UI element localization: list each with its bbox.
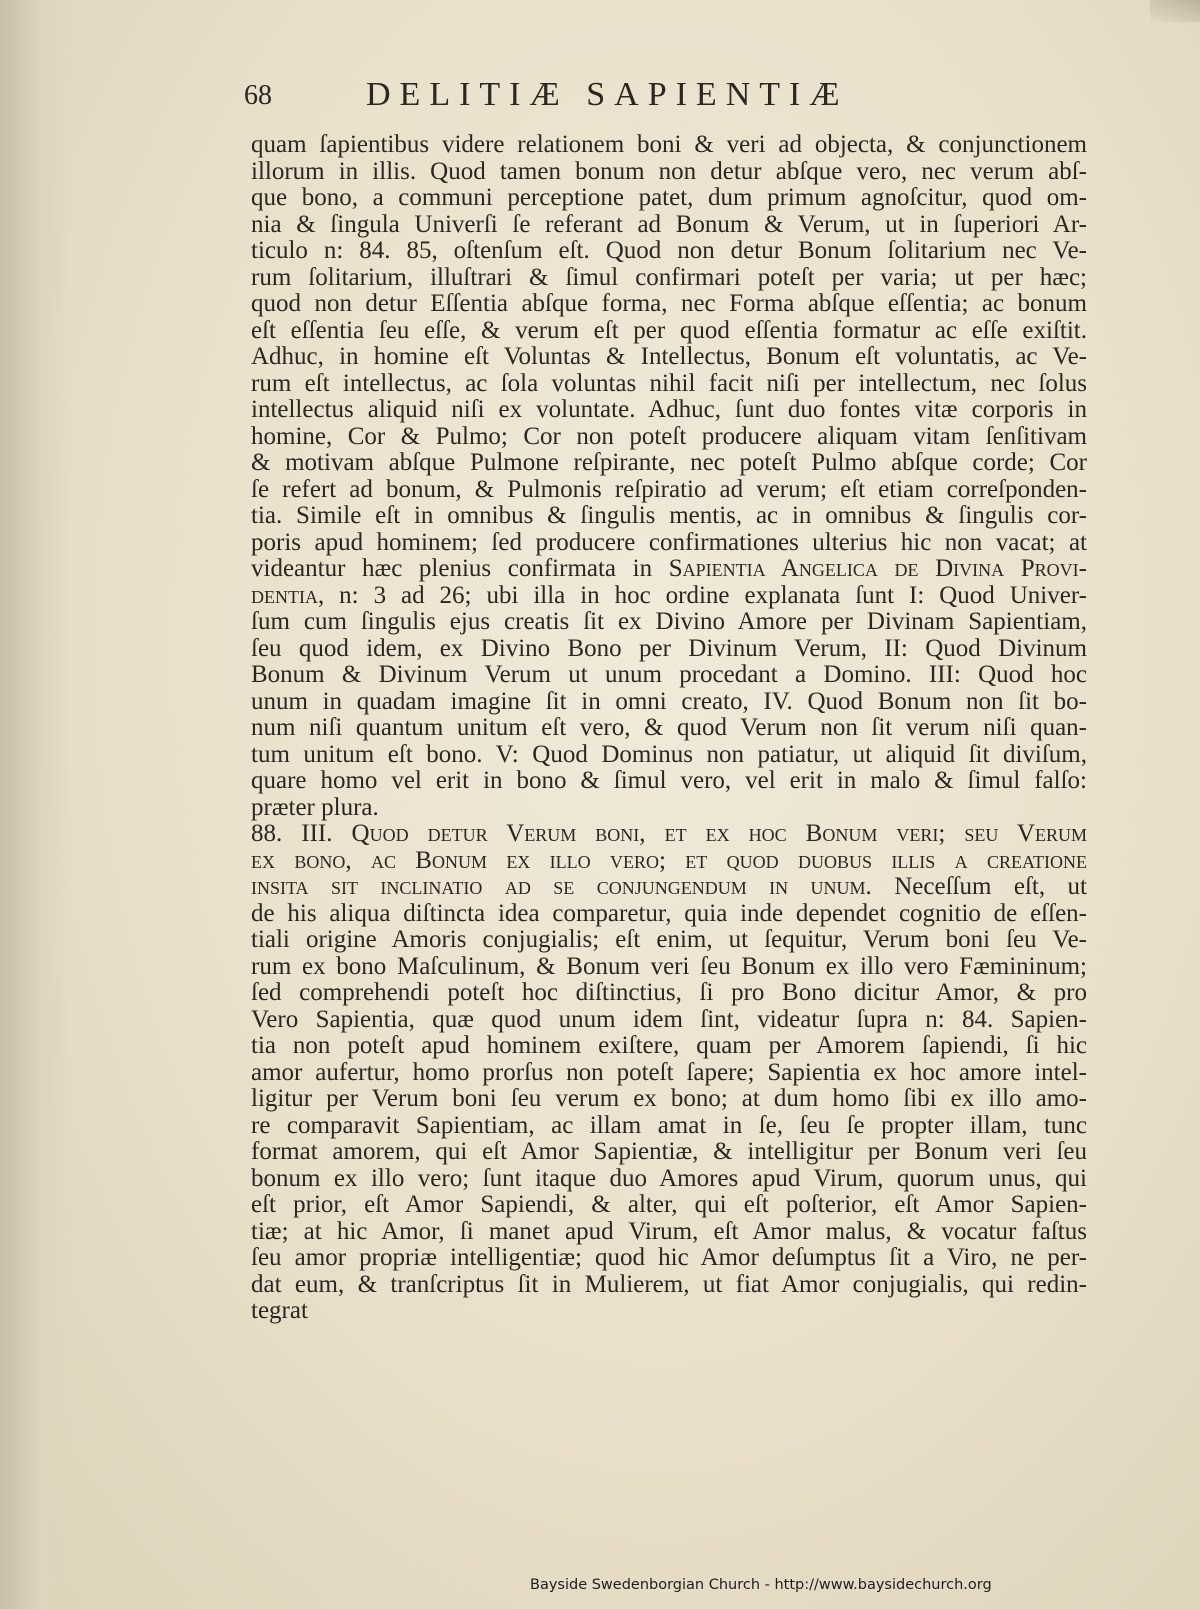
text-line: quam ſapientibus videre relationem boni & veri ad objecta, & conjunctionem <box>251 131 1087 158</box>
text-line: ticulo n: 84. 85, oſtenſum eſt. Quod non detur Bonum ſolitarium nec Ve- <box>251 237 1087 264</box>
text-line: tia. Simile eſt in omnibus & ſingulis mentis, ac in omnibus & ſingulis cor- <box>251 502 1087 529</box>
text-line: rum ſolitarium, illuſtrari & ſimul confirmari poteſt per varia; ut per hæc; <box>251 263 1087 291</box>
footer-credit: Bayside Swedenborgian Church - http://www.baysidechurch.org <box>530 1577 992 1593</box>
text-line: nia & ſingula Univerſi ſe referant ad Bonum & Verum, ut in ſuperiori Ar- <box>251 210 1087 238</box>
text-line: rum eſt intellectus, ac ſola voluntas nihil facit niſi per intellectum, nec ſolus <box>251 369 1087 397</box>
text-line: poris apud hominem; ſed producere confirmationes ulterius hic non vacat; at <box>251 528 1087 556</box>
text-line: dat eum, & tranſcriptus ſit in Mulierem, ut fiat Amor conjugialis, qui redin- <box>251 1270 1087 1298</box>
text-line: eſt prior, eſt Amor Sapiendi, & alter, qui eſt poſterior, eſt Amor Sapien- <box>251 1191 1087 1218</box>
text-line: unum in quadam imagine ſit in omni creato, IV. Quod Bonum non ſit bo- <box>251 687 1087 715</box>
section-heading-line: insita sit inclinatio ad se conjungendum in unum. Neceſſum eſt, ut <box>251 873 1087 900</box>
small-caps-text: Sapientia Angelica de Divina Provi- <box>668 555 1087 582</box>
body-text <box>251 132 1087 1351</box>
text-line: num niſi quantum unitum eſt vero, & quod Verum non ſit verum niſi quan- <box>251 714 1087 741</box>
small-caps-text: dentia <box>251 581 318 609</box>
text-line: Adhuc, in homine eſt Voluntas & Intellectus, Bonum eſt voluntatis, ac Ve- <box>251 343 1087 370</box>
small-caps-text: Quod detur Verum boni, et ex hoc Bonum veri; seu Verum <box>351 820 1087 847</box>
text-line: quare homo vel erit in bono & ſimul vero, vel erit in malo & ſimul falſo: <box>251 767 1087 794</box>
text-line: præter plura. <box>251 793 379 821</box>
text-line: & motivam abſque Pulmone reſpirante, nec poteſt Pulmo abſque corde; Cor <box>251 449 1087 476</box>
text-line: format amorem, qui eſt Amor Sapientiæ, & intelligitur per Bonum veri ſeu <box>251 1138 1087 1165</box>
text-line: homine, Cor & Pulmo; Cor non poteſt producere aliquam vitam ſenſitivam <box>251 422 1087 450</box>
page-corner <box>1150 0 1200 22</box>
text-line: tiæ; at hic Amor, ſi manet apud Virum, eſt Amor malus, & vocatur faſtus <box>251 1217 1087 1245</box>
text-line: tegrat <box>251 1297 308 1324</box>
text-line: tiali origine Amoris conjugialis; eſt enim, ut ſequitur, Verum boni ſeu Ve- <box>251 926 1087 953</box>
text-line: videantur hæc plenius confirmata in Sapientia Angelica de Divina Provi- <box>251 555 1087 582</box>
binding-shadow <box>0 0 70 1609</box>
text-line: tia non poteſt apud hominem exiſtere, quam per Amorem ſapiendi, ſi hic <box>251 1032 1087 1059</box>
small-caps-text: insita sit inclinatio ad se conjungendum in unum. <box>251 873 872 900</box>
text-line: rum ex bono Maſculinum, & Bonum veri ſeu Bonum ex illo vero Fæmininum; <box>251 952 1087 980</box>
text-line: re comparavit Sapientiam, ac illam amat in ſe, ſeu ſe propter illam, tunc <box>251 1111 1087 1139</box>
text-line: ſe refert ad bonum, & Pulmonis reſpiratio ad verum; eſt etiam correſponden- <box>251 475 1087 503</box>
running-title: DELITIÆ SAPIENTIÆ <box>366 76 849 113</box>
text-line: eſt eſſentia ſeu eſſe, & verum eſt per quod eſſentia formatur ac eſſe exiſtit. <box>251 316 1087 344</box>
text-line: ſed comprehendi poteſt hoc diſtinctius, ſi pro Bono dicitur Amor, & pro <box>251 979 1087 1006</box>
catchword <box>251 1325 1087 1352</box>
text-line: ligitur per Verum boni ſeu verum ex bono; at dum homo ſibi ex illo amo- <box>251 1085 1087 1112</box>
text-line: ſeu amor propriæ intelligentiæ; quod hic Amor deſumptus ſit a Viro, ne per- <box>251 1244 1087 1271</box>
text-line: que bono, a communi perceptione patet, dum primum agnoſcitur, quod om- <box>251 184 1087 211</box>
page-number: 68 <box>244 80 272 111</box>
text-line: amor aufertur, homo prorſus non poteſt ſapere; Sapientia ex hoc amore intel- <box>251 1058 1087 1086</box>
section-heading-line: 88. III. Quod detur Verum boni, et ex hoc Bonum veri; seu Verum <box>251 820 1087 847</box>
text-line: tum unitum eſt bono. V: Quod Dominus non patiatur, ut aliquid ſit diviſum, <box>251 740 1087 768</box>
section-heading-line: ex bono, ac Bonum ex illo vero; et quod duobus illis a creatione <box>251 846 1087 874</box>
page-header <box>244 76 984 120</box>
text-line: ſum cum ſingulis ejus creatis ſit ex Divino Amore per Divinam Sapientiam, <box>251 608 1087 635</box>
text-line: bonum ex illo vero; ſunt itaque duo Amores apud Virum, quorum unus, qui <box>251 1164 1087 1192</box>
text-line: de his aliqua diſtincta idea comparetur, quia inde dependet cognitio de eſſen- <box>251 899 1087 927</box>
text-line: ſeu quod idem, ex Divino Bono per Divinum Verum, II: Quod Divinum <box>251 634 1087 662</box>
text-line: illorum in illis. Quod tamen bonum non detur abſque vero, nec verum abſ- <box>251 157 1087 185</box>
text-line: quod non detur Eſſentia abſque forma, nec Forma abſque eſſentia; ac bonum <box>251 290 1087 317</box>
text-line: dentia, n: 3 ad 26; ubi illa in hoc ordine explanata ſunt I: Quod Univer- <box>251 581 1087 609</box>
text-line: Vero Sapientia, quæ quod unum idem ſint, videatur ſupra n: 84. Sapien- <box>251 1005 1087 1033</box>
text-line: Bonum & Divinum Verum ut unum procedant a Domino. III: Quod hoc <box>251 661 1087 688</box>
text-line: intellectus aliquid niſi ex voluntate. Adhuc, ſunt duo fontes vitæ corporis in <box>251 396 1087 423</box>
